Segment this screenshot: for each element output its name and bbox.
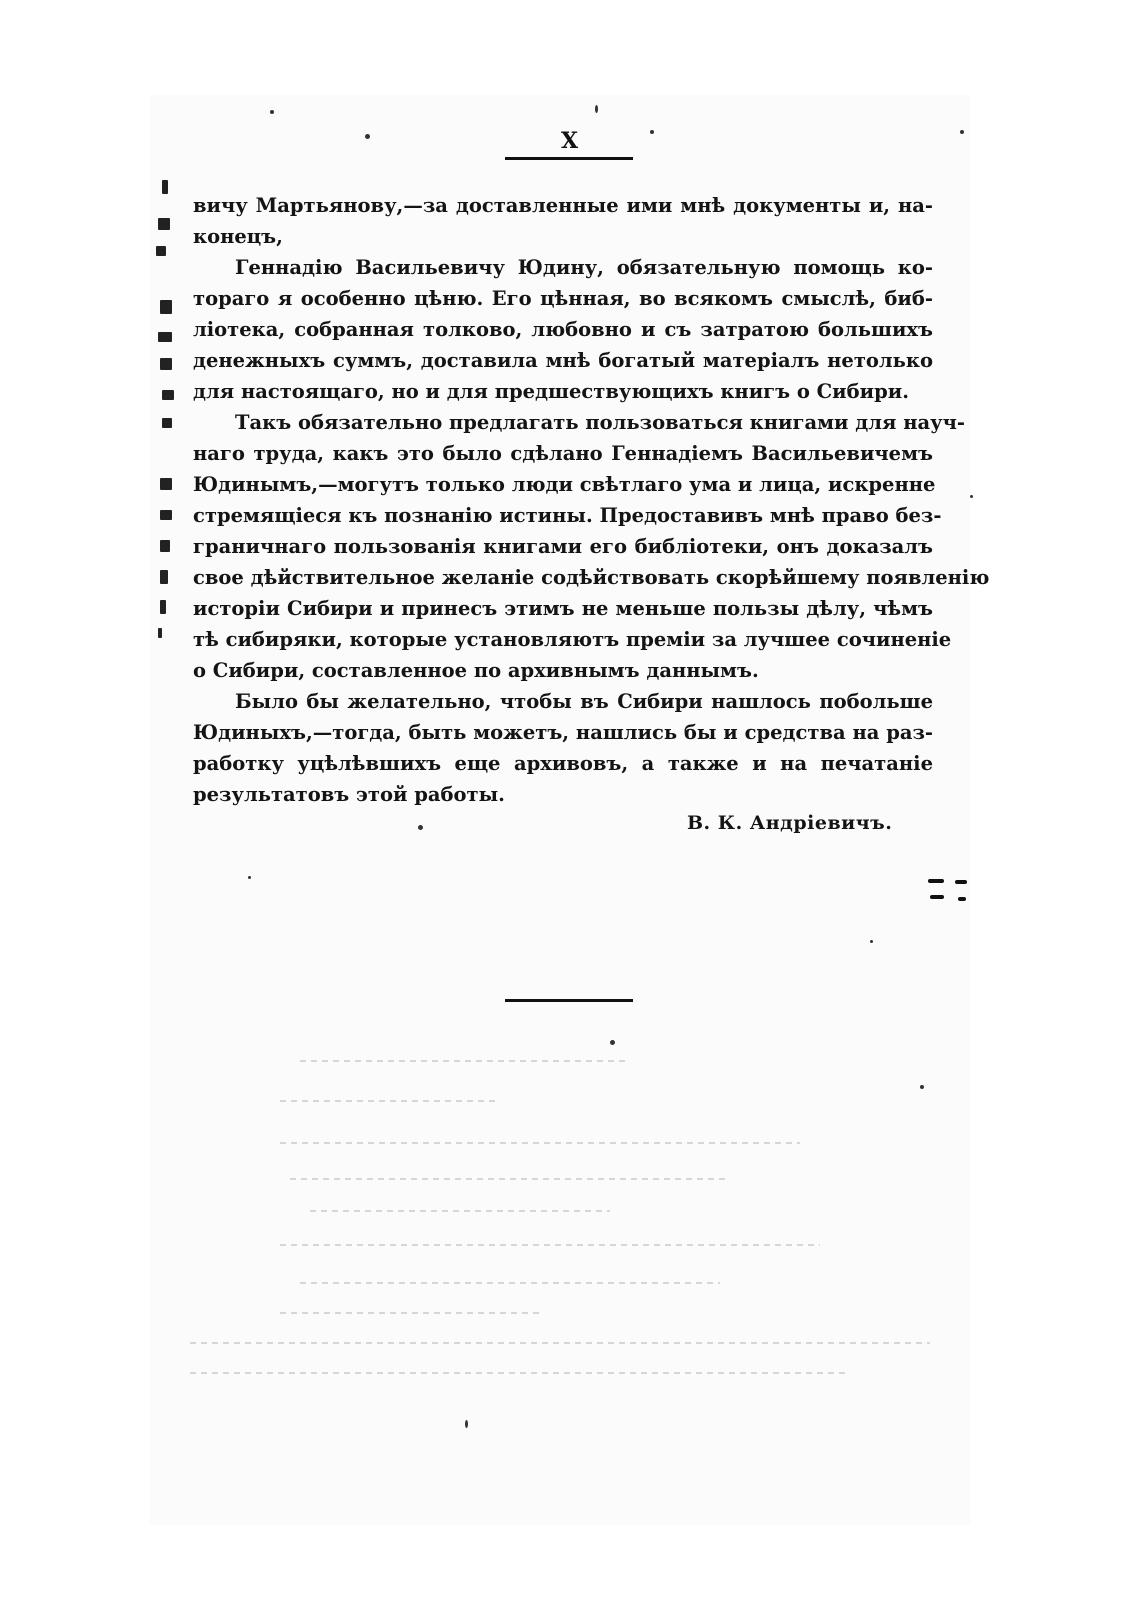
text-line: вичу Мартьянову,—за доставленные ими мнѣ документы и, на- (193, 194, 933, 217)
text-line: Геннадію Васильевичу Юдину, обязательную помощь ко- (235, 256, 933, 279)
text-line: для настоящаго, но и для предшествующихъ книгъ о Сибири. (193, 380, 909, 403)
text-line: работку уцѣлѣвшихъ еще архивовъ, а также и на печатаніе (193, 752, 933, 775)
text-line: о Сибири, составленное по архивнымъ даннымъ. (193, 659, 759, 682)
text-line: денежныхъ суммъ, доставила мнѣ богатый матеріалъ нетолько (193, 349, 933, 372)
text-line: результатовъ этой работы. (193, 783, 505, 806)
text-line: ліотека, собранная толково, любовно и съ затратою большихъ (193, 318, 933, 341)
text-line: Было бы желательно, чтобы въ Сибири нашлось побольше (235, 690, 933, 713)
text-line: Юдиныхъ,—тогда, быть можетъ, нашлись бы и средства на раз- (193, 721, 933, 744)
text-line: Юдинымъ,—могутъ только люди свѣтлаго ума и лица, искренне (193, 473, 936, 496)
text-line: граничнаго пользованія книгами его библіотеки, онъ доказалъ (193, 535, 933, 558)
text-line: тѣ сибиряки, которые установляютъ преміи за лучшее сочиненіе (193, 628, 952, 651)
text-line: свое дѣйствительное желаніе содѣйствовать скорѣйшему появленію (193, 566, 990, 589)
text-line: стремящіеся къ познанію истины. Предоставивъ мнѣ право без- (193, 504, 942, 527)
text-line: Такъ обязательно предлагать пользоваться книгами для науч- (235, 411, 965, 434)
text-line: конецъ, (193, 225, 283, 248)
text-line: тораго я особенно цѣню. Его цѣнная, во всякомъ смыслѣ, биб- (193, 287, 933, 310)
page-number: X (560, 128, 580, 154)
text-line: наго труда, какъ это было сдѣлано Геннадіемъ Васильевичемъ (193, 442, 933, 465)
text-line: исторіи Сибири и принесъ этимъ не меньше пользы дѣлу, чѣмъ (193, 597, 933, 620)
author-signature: В. К. Андріевичъ. (687, 812, 893, 834)
